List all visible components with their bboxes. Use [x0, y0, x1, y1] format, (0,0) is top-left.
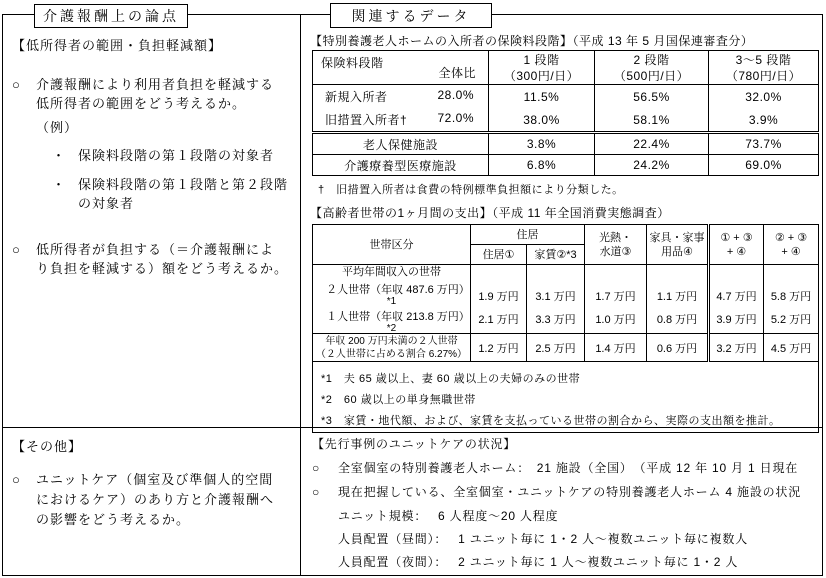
right-title-box	[330, 3, 492, 28]
daytime-staffing-detail: 人員配置（昼間）： 1 ユニット毎に 1・2 人～複数ユニット毎に複数人	[338, 532, 748, 546]
table-cell: 22.4%	[595, 133, 709, 155]
issues-sub-bullet-2	[52, 175, 300, 213]
low-income-row	[313, 334, 819, 362]
issues-bullet-1-text: 介護報酬により利用者負担を軽減する 低所得者の範囲をどう考えるか。	[36, 77, 275, 111]
table2-title: 【高齢者世帯の1ヶ月間の支出】（平成 11 年全国消費実態調査）	[310, 206, 670, 220]
corner-bottom-label: 全体比	[438, 66, 476, 80]
table-cell: 2.5 万円	[527, 334, 585, 362]
corner-top-label: 保険料段階	[321, 56, 384, 70]
utilities-col-header: 光熱・ 水道③	[585, 225, 647, 265]
issues-bullet-2	[12, 240, 300, 278]
unit-care-bullet-1-text: 全室個室の特別養護老人ホーム： 21 施設（全国） （平成 12 年 10 月 1 日現在	[338, 461, 799, 475]
row-label-cell: 新規入所者 28.0%	[325, 88, 474, 104]
dot-bullet-icon: ・	[52, 148, 67, 163]
circle-bullet-icon: ○	[312, 485, 321, 499]
table-cell: 24.2%	[595, 155, 709, 176]
rent-sub-header: 家賃②*3	[527, 245, 585, 265]
vertical-divider	[300, 14, 301, 575]
table-cell: 3.8%	[489, 133, 595, 155]
unit-care-bullet-2-text: 現在把握している、全室個室・ユニットケアの特別養護老人ホーム 4 施設の状況	[338, 485, 802, 499]
table-cell: 1.9 万円 2.1 万円	[471, 265, 527, 334]
issues-sub-bullet-1-text: 保険料段階の第１段階の対象者	[78, 148, 275, 163]
table-cell: 32.0%	[709, 85, 819, 109]
table-cell: 58.1%	[595, 108, 709, 133]
issues-sub-bullet-1	[52, 146, 300, 165]
sum234-col-header: ② + ③ + ④	[764, 225, 819, 265]
example-label: （例）	[36, 120, 79, 135]
housing-sub-header: 住居①	[471, 245, 527, 265]
unit-size-detail: ユニット規模： 6 人程度～20 人程度	[338, 509, 559, 523]
table-row	[313, 108, 819, 133]
table1-col-header: 3～5 段階 （780円/日）	[709, 51, 819, 85]
footnote-2: *2 60 歳以上の単身無職世帯	[321, 394, 476, 406]
footnote-3: *3 家賃・地代額、および、家賃を支払っている世帯の割合から、実際の支出額を推計。	[321, 415, 781, 427]
nighttime-staffing-detail: 人員配置（夜間）： 2 ユニット毎に 1 人～複数ユニット毎に 1・2 人	[338, 555, 739, 569]
issues-heading: 【低所得者の範囲・負担軽減額】	[12, 38, 223, 53]
dot-bullet-icon: ・	[52, 177, 67, 192]
table-cell: 5.8 万円 5.2 万円	[764, 265, 819, 334]
table1-footnote: † 旧措置入所者は食費の特例標準負担額により分類した。	[318, 184, 624, 196]
unit-care-heading: 【先行事例のユニットケアの状況】	[312, 437, 517, 451]
right-title-label: 関連するデータ	[351, 7, 471, 24]
premium-tier-table	[312, 50, 819, 176]
issues-section	[12, 36, 300, 283]
row-label-cell: 旧措置入所者† 72.0%	[325, 111, 474, 127]
table-row	[313, 85, 819, 109]
issues-bullet-1	[12, 75, 300, 113]
table-row	[313, 155, 819, 176]
table-cell: 6.8%	[489, 155, 595, 176]
household-col-header: 世帯区分	[313, 225, 471, 265]
table-cell: 3.1 万円 3.3 万円	[527, 265, 585, 334]
table-cell: 38.0%	[489, 108, 595, 133]
table-row	[313, 133, 819, 155]
circle-bullet-icon: ○	[12, 472, 21, 487]
table-cell: 1.2 万円	[471, 334, 527, 362]
unit-care-bullet-1	[312, 460, 820, 476]
issues-sub-bullet-2-text: 保険料段階の第１段階と第２段階 の対象者	[78, 177, 289, 211]
row-label-cell: 老人保健施設	[313, 133, 489, 155]
left-title-box	[34, 4, 188, 28]
table2-header-row-1	[313, 225, 819, 245]
sum134-col-header: ① + ③ + ④	[709, 225, 764, 265]
table1-col-header: 1 段階 （300円/日）	[489, 51, 595, 85]
household-expense-table	[312, 224, 819, 433]
table-cell: 1.4 万円	[585, 334, 647, 362]
table1-title: 【特別養護老人ホームの入所者の保険料段階】（平成 13 年 5 月国保連審査分）	[310, 34, 754, 48]
row-label-cell: 平均年間収入の世帯 ２人世帯（年収 487.6 万円） *1 １人世帯（年収 213.8 万円） *2	[313, 265, 471, 334]
table1-header-row	[313, 51, 819, 85]
average-income-block-row	[313, 265, 819, 334]
circle-bullet-icon: ○	[12, 77, 21, 92]
table-cell: 11.5%	[489, 85, 595, 109]
furniture-col-header: 家具・家事 用品④	[647, 225, 709, 265]
others-bullet-1-text: ユニットケア（個室及び準個人的空間 におけるケア）のあり方と介護報酬へ の影響をどう考えるか。	[36, 472, 275, 527]
issues-bullet-2-text: 低所得者が負担する（＝介護報酬によ り負担を軽減する）額をどう考えるか。	[36, 242, 289, 276]
table-cell: 4.5 万円	[764, 334, 819, 362]
unit-care-section	[312, 436, 820, 577]
table-cell: 3.9%	[709, 108, 819, 133]
table-cell: 56.5%	[595, 85, 709, 109]
left-title-label: 介護報酬上の論点	[43, 8, 179, 24]
row-label-cell: 年収 200 万円未満の２人世帯 （２人世帯に占める割合 6.27%）	[313, 334, 471, 362]
table-cell: 1.7 万円 1.0 万円	[585, 265, 647, 334]
table2-footnote-row	[313, 362, 819, 433]
housing-group-header: 住居	[471, 225, 585, 245]
table-cell: 0.6 万円	[647, 334, 709, 362]
circle-bullet-icon: ○	[12, 242, 21, 257]
table1-corner-cell	[313, 51, 489, 85]
table-cell: 1.1 万円 0.8 万円	[647, 265, 709, 334]
row-label-cell: 介護療養型医療施設	[313, 155, 489, 176]
others-heading: 【その他】	[12, 439, 83, 454]
others-section	[12, 437, 300, 535]
table-cell: 69.0%	[709, 155, 819, 176]
table-cell: 4.7 万円 3.9 万円	[709, 265, 764, 334]
others-bullet-1	[12, 470, 300, 530]
unit-care-bullet-2	[312, 484, 820, 500]
table-cell: 73.7%	[709, 133, 819, 155]
table1-col-header: 2 段階 （500円/日）	[595, 51, 709, 85]
footnote-1: *1 夫 65 歳以上、妻 60 歳以上の夫婦のみの世帯	[321, 373, 581, 385]
circle-bullet-icon: ○	[312, 461, 321, 475]
table-cell: 3.2 万円	[709, 334, 764, 362]
